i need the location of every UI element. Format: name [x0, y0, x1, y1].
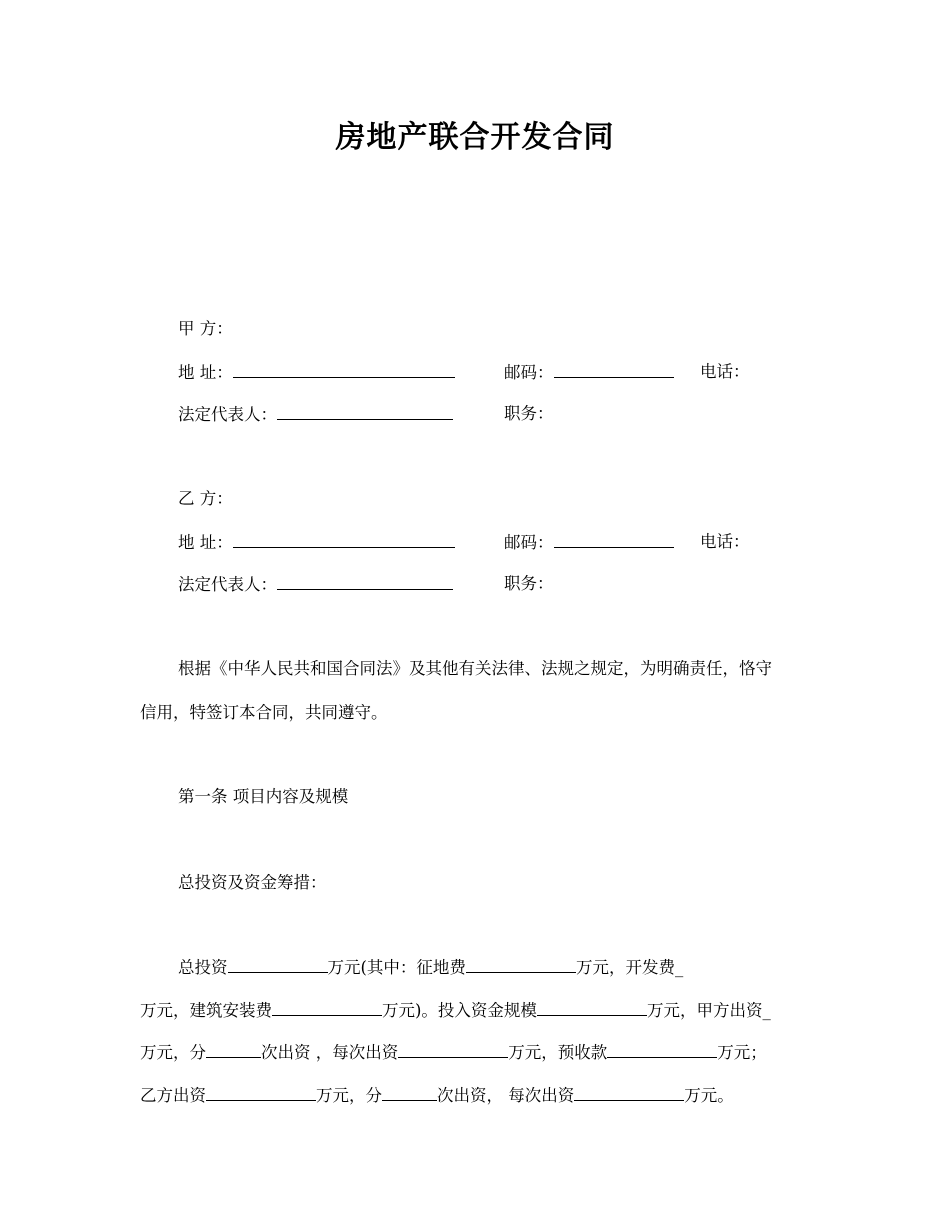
text-segment: 万元，预收款 [508, 1043, 608, 1062]
blank[interactable] [382, 1084, 437, 1101]
investment-line-4 [140, 1084, 734, 1107]
blank[interactable] [466, 956, 576, 973]
rep-blank[interactable] [277, 573, 453, 590]
postcode-blank[interactable] [554, 361, 674, 378]
blank[interactable] [228, 956, 328, 973]
postcode-label: 邮码： [504, 363, 554, 382]
blank[interactable] [574, 1084, 684, 1101]
postcode-label: 邮码： [504, 533, 554, 552]
investment-line-2 [140, 999, 771, 1022]
party-b-postcode-row [504, 531, 674, 554]
party-a-phone-label: 电话： [700, 362, 750, 381]
text-segment: 万元，建筑安装费 [140, 1001, 272, 1020]
party-a-postcode-row [504, 361, 674, 384]
text-segment: 乙方出资 [140, 1086, 206, 1105]
address-blank[interactable] [233, 531, 455, 548]
text-segment: 总投资 [178, 958, 228, 977]
blank[interactable] [206, 1084, 316, 1101]
party-b-rep-row [178, 573, 453, 596]
party-a-rep-row [178, 403, 453, 426]
text-segment: 万元。 [684, 1086, 734, 1105]
text-segment: 万元，甲方出资_ [646, 1001, 771, 1020]
rep-label: 法定代表人： [178, 575, 277, 594]
party-b-position-label: 职务： [504, 574, 554, 593]
address-label: 地 址： [178, 533, 233, 552]
party-b-label: 乙 方： [178, 489, 233, 508]
blank[interactable] [607, 1041, 717, 1058]
preamble-line-2: 信用，特签订本合同，共同遵守。 [140, 703, 388, 722]
party-a-position-label: 职务： [504, 404, 554, 423]
party-b-phone-label: 电话： [700, 532, 750, 551]
text-segment: 万元，分 [316, 1086, 382, 1105]
text-segment: 万元； [717, 1043, 767, 1062]
blank[interactable] [206, 1041, 261, 1058]
text-segment: 次出资 ，每次出资 [261, 1043, 399, 1062]
blank[interactable] [398, 1041, 508, 1058]
document-title: 房地产联合开发合同 [335, 120, 615, 155]
address-blank[interactable] [233, 361, 455, 378]
investment-line-3 [140, 1041, 767, 1064]
text-segment: 次出资， 每次出资 [437, 1086, 575, 1105]
rep-label: 法定代表人： [178, 405, 277, 424]
party-a-label: 甲 方： [178, 319, 233, 338]
article-1-subheading: 总投资及资金筹措： [178, 873, 327, 892]
preamble-line-1: 根据《中华人民共和国合同法》及其他有关法律、法规之规定，为明确责任，恪守 [178, 659, 772, 678]
blank[interactable] [272, 999, 382, 1016]
postcode-blank[interactable] [554, 531, 674, 548]
investment-line-1 [178, 956, 683, 979]
party-b-address-row [178, 531, 455, 554]
address-label: 地 址： [178, 363, 233, 382]
text-segment: 万元，开发费_ [575, 958, 684, 977]
text-segment: 万元)。投入资金规模 [382, 1001, 537, 1020]
party-a-address-row [178, 361, 455, 384]
text-segment: 万元(其中：征地费 [327, 958, 466, 977]
rep-blank[interactable] [277, 403, 453, 420]
blank[interactable] [537, 999, 647, 1016]
text-segment: 万元，分 [140, 1043, 206, 1062]
article-1-heading: 第一条 项目内容及规模 [178, 787, 349, 806]
